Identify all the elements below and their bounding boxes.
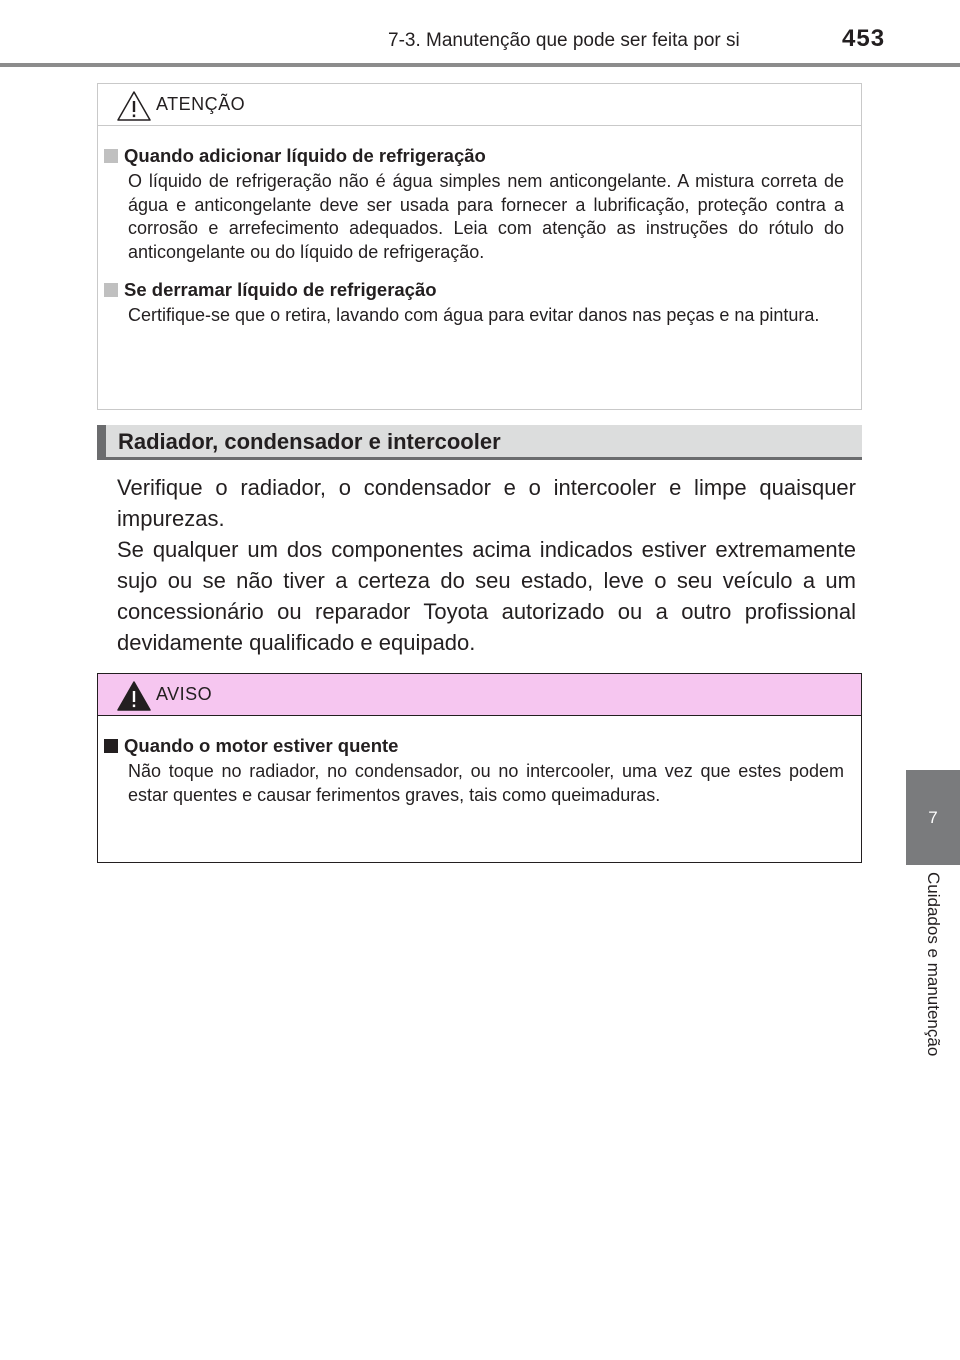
caution-item [104,144,844,264]
caution-header [98,84,861,126]
caution-body [98,126,861,348]
warning-box [97,673,862,863]
warning-triangle-outline-icon [116,90,152,122]
caution-item-title: Quando adicionar líquido de refrigeração [124,145,486,166]
page-number: 453 [842,25,886,52]
warning-item-text: Não toque no radiador, no condensador, ou no intercooler, uma vez que estes podem estar quentes e causar ferimentos graves, tais como queimaduras. [128,761,844,805]
caution-item-title: Se derramar líquido de refrigeração [124,279,437,300]
body-paragraph: Verifique o radiador, o condensador e o intercooler e limpe quaisquer impurezas. [117,475,856,531]
bullet-square-icon [104,739,118,753]
section-body [117,472,856,658]
chapter-tab [906,770,960,865]
caution-item-text: Certifique-se que o retira, lavando com água para evitar danos nas peças e na pintura. [128,305,820,325]
chapter-number: 7 [928,807,938,827]
warning-label: AVISO [156,684,213,704]
header-divider [0,63,960,67]
warning-body [98,716,861,827]
chapter-title-vertical [906,872,960,1112]
section-heading [97,425,862,460]
warning-item [104,734,844,807]
warning-triangle-filled-icon [116,680,152,712]
warning-item-title: Quando o motor estiver quente [124,735,399,756]
section-title: 7-3. Manutenção que pode ser feita por si [388,30,740,51]
chapter-title: Cuidados e manutenção [924,872,943,1057]
caution-item-text: O líquido de refrigeração não é água simples nem anticongelante. A mistura correta de água e anticongelante deve ser usada para fornecer a lubrificação, proteção contra a corrosão e arrefecimento adequados. Leia com atenção as instruções do rótulo do anticongelante ou do líquido de refrigeração. [128,171,844,262]
bullet-square-icon [104,149,118,163]
caution-label: ATENÇÃO [156,94,246,114]
warning-header [98,674,861,716]
section-heading-text: Radiador, condensador e intercooler [118,429,501,454]
body-paragraph: Se qualquer um dos componentes acima indicados estiver extremamente sujo ou se não tiver a certeza do seu estado, leve o seu veículo a um concessionário ou reparador Toyota autorizado ou a outro profissional devidamente qualificado e equipado. [117,537,856,655]
caution-box [97,83,862,410]
bullet-square-icon [104,283,118,297]
caution-item [104,278,844,328]
